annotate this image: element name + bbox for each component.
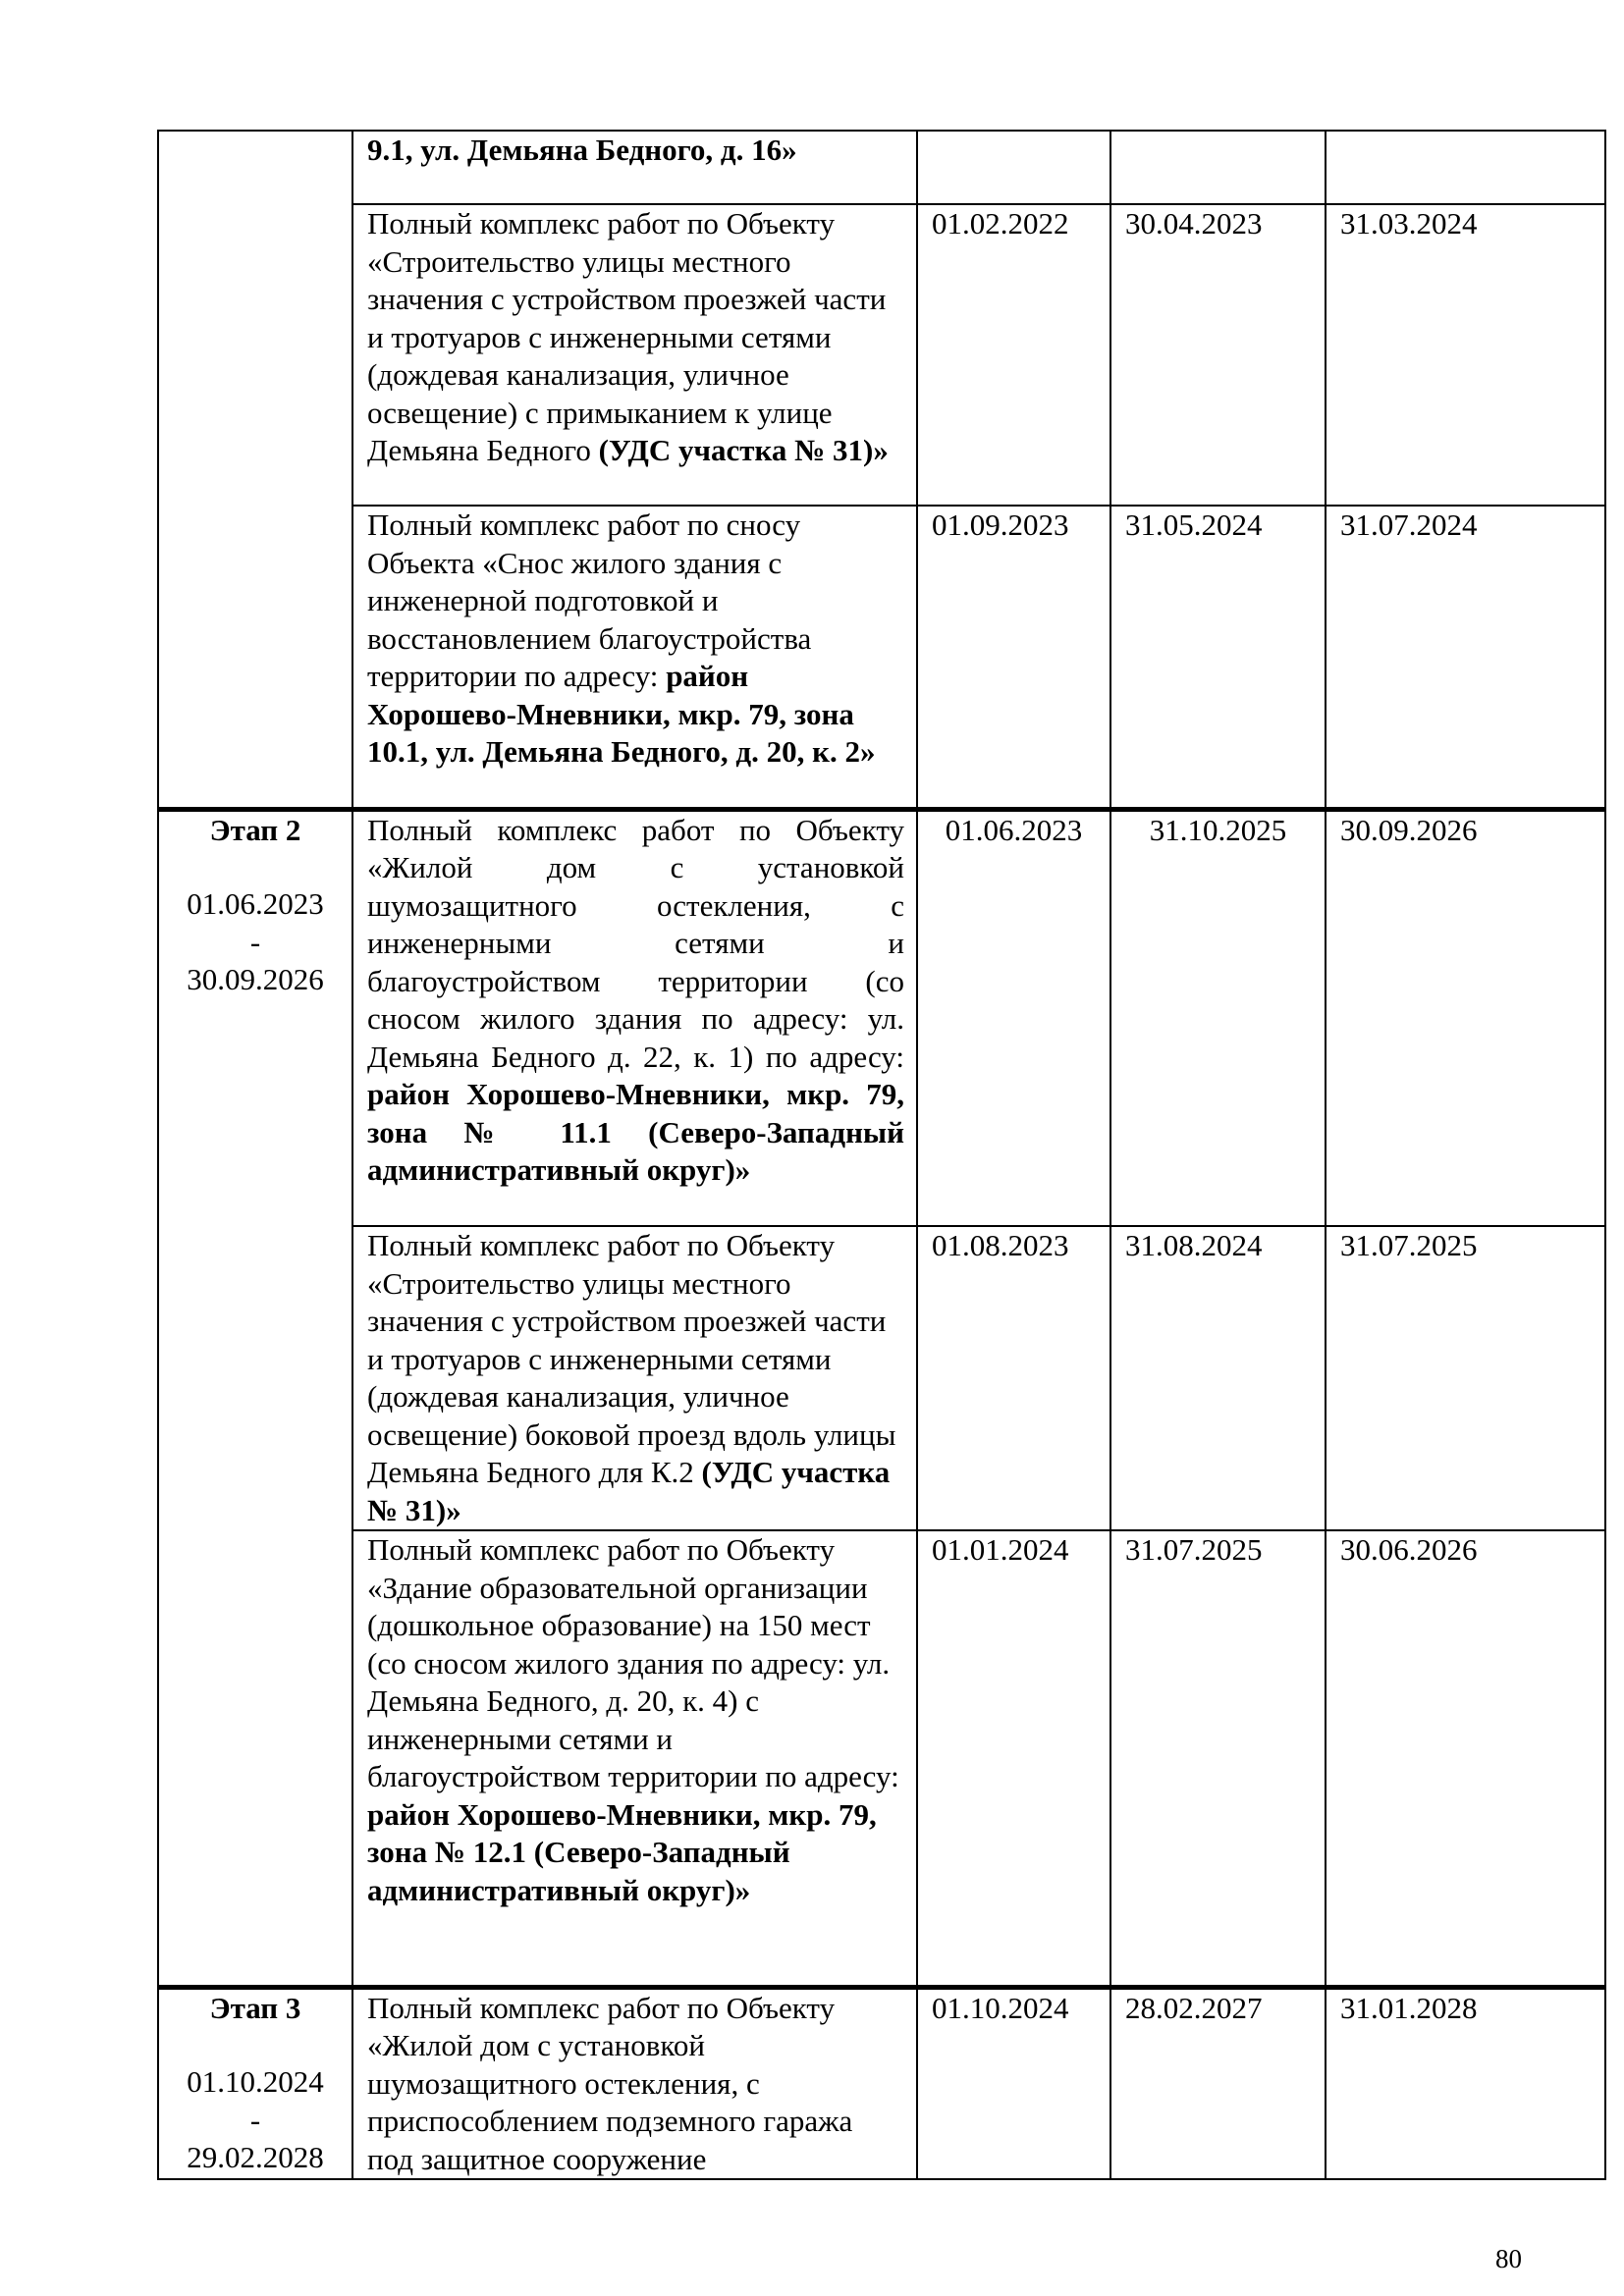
description-text: Полный комплекс работ по Объекту «Жилой дом с установкой шумозащитного остекления, с инженерными сетями и благоустройством территории (со сносом жилого здания по адресу: ул. Демьяна Бедного д. 22, к. 1) по адресу: bbox=[367, 812, 904, 1074]
table-row bbox=[158, 1226, 1605, 1530]
table-row bbox=[158, 131, 1605, 204]
deadline-date: 31.01.2028 bbox=[1326, 1987, 1605, 2179]
end-date bbox=[1110, 131, 1326, 204]
table-row bbox=[158, 809, 1605, 1226]
end-date: 31.08.2024 bbox=[1110, 1226, 1326, 1530]
start-date: 01.02.2022 bbox=[917, 204, 1110, 506]
table-row bbox=[158, 204, 1605, 506]
end-date: 30.04.2023 bbox=[1110, 204, 1326, 506]
start-date: 01.06.2023 bbox=[917, 809, 1110, 1226]
deadline-date: 31.07.2025 bbox=[1326, 1226, 1605, 1530]
stage-end-date: 29.02.2028 bbox=[187, 2140, 324, 2174]
work-description bbox=[352, 1987, 917, 2179]
end-date: 31.07.2025 bbox=[1110, 1530, 1326, 1987]
stage-start-date: 01.10.2024 bbox=[187, 2064, 324, 2099]
stage-end-date: 30.09.2026 bbox=[187, 962, 324, 996]
end-date: 31.05.2024 bbox=[1110, 506, 1326, 809]
description-bold-text: район Хорошево-Мневники, мкр. 79, зона № 12.1 (Северо-Западный административный округ)» bbox=[367, 1796, 877, 1907]
start-date: 01.10.2024 bbox=[917, 1987, 1110, 2179]
stage-title: Этап 2 bbox=[209, 812, 301, 847]
table-row bbox=[158, 506, 1605, 809]
description-text: Полный комплекс работ по Объекту «Здание образовательной организации (дошкольное образование) на 150 мест (со сносом жилого здания по адресу: ул. Демьяна Бедного, д. 20, к. 4) с инженерными сетями и благоустройством территории по адресу: bbox=[367, 1532, 899, 1793]
work-description bbox=[352, 809, 917, 1226]
stage-dash: - bbox=[249, 2102, 261, 2137]
description-text: Полный комплекс работ по сносу Объекта «Снос жилого здания с инженерной подготовкой и восстановлением благоустройства территории по адресу: bbox=[367, 507, 812, 693]
stage-dash: - bbox=[249, 924, 261, 959]
description-bold-text: (УДС участка № 31)» bbox=[598, 433, 889, 467]
work-description bbox=[352, 506, 917, 809]
description-text: Полный комплекс работ по Объекту «Строительство улицы местного значения с устройством проезжей части и тротуаров с инженерными сетями (дождевая канализация, уличное освещение) с примыканием к улице Демьяна Бедного bbox=[367, 206, 887, 467]
work-description bbox=[352, 131, 917, 204]
work-description bbox=[352, 1530, 917, 1987]
work-description bbox=[352, 204, 917, 506]
description-bold-text: (УДС участка № 31)» bbox=[367, 1455, 891, 1527]
table-row bbox=[158, 1987, 1605, 2179]
description-text: Полный комплекс работ по Объекту «Жилой дом с установкой шумозащитного остекления, с приспособлением подземного гаража под защитное сооружение bbox=[367, 1990, 853, 2176]
start-date: 01.09.2023 bbox=[917, 506, 1110, 809]
stage-cell bbox=[158, 809, 352, 1987]
deadline-date: 30.09.2026 bbox=[1326, 809, 1605, 1226]
schedule-table bbox=[157, 130, 1606, 2180]
description-bold-text: район Хорошево-Мневники, мкр. 79, зона 10.1, ул. Демьяна Бедного, д. 20, к. 2» bbox=[367, 659, 876, 769]
deadline-date bbox=[1326, 131, 1605, 204]
start-date: 01.01.2024 bbox=[917, 1530, 1110, 1987]
work-description bbox=[352, 1226, 917, 1530]
stage-title: Этап 3 bbox=[209, 1990, 301, 2025]
deadline-date: 31.07.2024 bbox=[1326, 506, 1605, 809]
start-date: 01.08.2023 bbox=[917, 1226, 1110, 1530]
end-date: 28.02.2027 bbox=[1110, 1987, 1326, 2179]
page-number: 80 bbox=[1495, 2244, 1522, 2273]
description-text: Полный комплекс работ по Объекту «Строительство улицы местного значения с устройством проезжей части и тротуаров с инженерными сетями (дождевая канализация, уличное освещение) боковой проезд вдоль улицы Демьяна Бедного для К.2 bbox=[367, 1228, 896, 1489]
table-row bbox=[158, 1530, 1605, 1987]
start-date bbox=[917, 131, 1110, 204]
description-bold-text: район Хорошево-Мневники, мкр. 79, зона № 11.1 (Северо-Западный административный округ)» bbox=[367, 1077, 904, 1187]
stage-cell bbox=[158, 1987, 352, 2179]
end-date: 31.10.2025 bbox=[1110, 809, 1326, 1226]
stage-cell-empty bbox=[158, 131, 352, 809]
description-bold-text: 9.1, ул. Демьяна Бедного, д. 16» bbox=[367, 133, 797, 167]
stage-start-date: 01.06.2023 bbox=[187, 886, 324, 921]
deadline-date: 30.06.2026 bbox=[1326, 1530, 1605, 1987]
deadline-date: 31.03.2024 bbox=[1326, 204, 1605, 506]
